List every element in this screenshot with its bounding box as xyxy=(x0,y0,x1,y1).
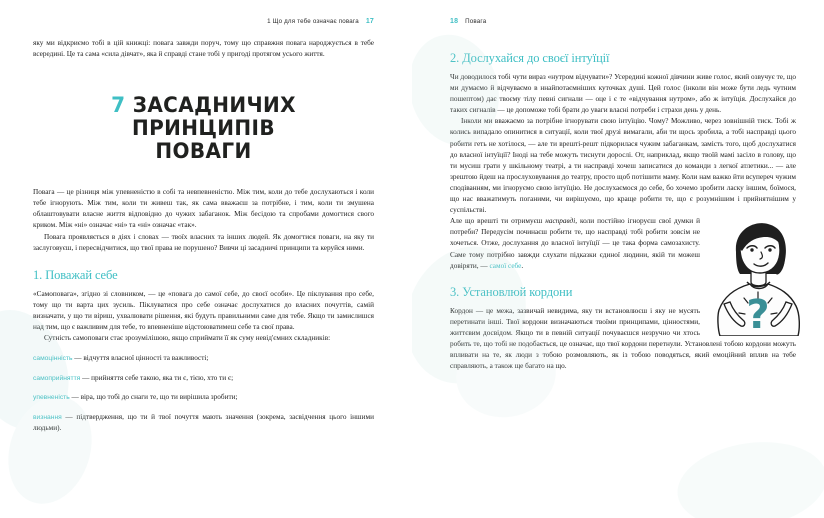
definition-item xyxy=(33,353,374,364)
definition-text: — прийняття себе такою, яка ти є, тією, хто ти є; xyxy=(80,373,234,382)
definition-term: упевненість xyxy=(33,394,70,402)
section-1-paragraph-1: «Самоповага», згідно зі словником, — це «повага до самої себе, до своєї особи». Це піклування про себе, тому що ти варта цих зусиль. Піклуватися про себе означає дослухатися до власних почуттів, самій визначати, у що ти віриш, ухвалювати рішення, які будуть правильними саме для тебе. Якщо ти замислишся над тим, що є важливим для тебе, то впевненіше відстоюватимеш себе та свої права. xyxy=(33,289,374,332)
section-heading-1: 1. Поважай себе xyxy=(33,267,118,282)
section-2-p3-part1: Але що врешті ти отримуєш xyxy=(450,217,546,226)
paragraph-2: Повага проявляється в діях і словах — твоїх власних та інших людей. Як домогтися поваги, на яку ти заслуговуєш, і пересвідчитися, що твої права не порушено? Вивчи ці засадничі принципи та керуйся ними. xyxy=(33,232,374,252)
paragraph-1: Повага — це різниця між упевненістю в собі та невпевненістю. Між тим, коли до тебе дослухаються і коли тебе ігнорують. Між тим, коли ти живеш так, як сама вважаєш за потрібне, і тим, коли ти змушена облаштовувати власне життя відповідно до чужих забаганок. Між бесідою та спробами домогтися свого криком. Між «ні» означає «ні» та «ні» означає «так». xyxy=(33,188,374,230)
section-2-p3-emphasis: насправді xyxy=(545,217,576,226)
definition-text: — віра, що тобі до снаги те, що ти вирішила зробити; xyxy=(69,393,238,402)
definition-text: — підтвердження, що ти й твої почуття мають значення (зокрема, засвідчення цього іншими людьми). xyxy=(33,413,374,433)
section-2-paragraph-1: Чи доводилося тобі чути вираз «нутром відчувати»? Усередині кожної дівчини живе голос, який озвучує те, що ми думаємо й відчуваємо в ннайпотаємніших куточках душі. Цей голос (інколи він може бути ледь чутним пошептом) дає твоєму тілу певні сигнали — оце і є те «відчування нутром», або ж інтуїція. Дослухайся до таких сигналів — це допоможе тобі брати до уваги власні потреби і страхи день у день. xyxy=(450,73,796,115)
chapter-title-number: 7 xyxy=(111,93,126,119)
intro-paragraph: яку ми відкриємо тобі в цій книжці: повага завжди поруч, тому що справжня повага народжується в тебе всередині. Це та сама «сила дівчат», яка й справді стане тобі у пригоді протягом усього життя. xyxy=(33,39,374,59)
section-3-paragraph: Кордон — це межа, зазвичай невидима, яку ти встановлюєш і яку не мусять перетинати інші. Твої кордони визначаються твоїми принципами, цінностями, життєвим досвідом. Якщо ти в певній ситуації почуваєшся незручно чи хтось робить те, що тобі не подобається, це означає, що твої кордони перетнули. Установлені тобою кордони можуть впливати на те, як люди з тобою розмовляють, як із тобою поводяться, який емоційний вплив на тебе справляють, а також ще багато на що. xyxy=(450,306,796,371)
section-heading-3: 3. Установлюй кордони xyxy=(450,284,573,299)
running-head-left xyxy=(33,18,374,38)
section-2-p3-part2: , коли постійно ігноруєш свої думки й потреби? Передусім починаєш робити те, що насправді тобі робити зовсім не хочеться. Отже, дослухання до власної інтуїції — це така форма самозахисту. Саме тому потрібно завжди слухати підказки єдиної людини, якій ти можеш довіряти, — xyxy=(450,217,700,270)
svg-text:?: ? xyxy=(746,292,770,337)
definition-item xyxy=(33,392,374,403)
chapter-title-line2: ПОВАГИ xyxy=(155,139,252,165)
section-1-paragraph-2: Сутність самоповаги стає зрозумілішою, якщо сприймати її як суму невід'ємних складників: xyxy=(44,334,331,343)
section-heading-2: 2. Дослухайся до своєї інтуїції xyxy=(450,51,610,65)
illustration-girl-with-question-mark xyxy=(706,218,810,336)
definition-term: самоцінність xyxy=(33,355,73,363)
section-2-paragraph-2: Інколи ми вважаємо за потрібне ігнорувати свою інтуїцію. Чому? Можливо, через зовнішній тиск. Тобі ж колись випадало опинитися в ситуації, коли твої друзі вимагали, аби ти щось зробила, а тобі насправді цього робити геть не хотілося, — але ти врешті-решт підкорилася чужим забаганкам, замість того, щоб дослухатися до власної інтуїції? Іноді на тебе можуть тиснути дорослі. От, наприклад, якщо твоїй мамі засіло в голову, що ти мусиш грати у шкільному театрі, а ти насправді хочеш записатися до команди з легкої атлетики... — але зрештою йдеш на прослуховування до театру, просто щоб потішити маму. Коли нам важко йти всупереч чужим сподіванням, ми ігноруємо свою інтуїцію. Не дослухаємося до себе, бо хочемо зробити ласку іншим, боїмося, що нас вважатимуть поганими, чи вирішуємо, що краще робити те, що є розумнішим і прийнятнішим у суспільстві. xyxy=(450,117,796,215)
running-head-left-text: 1 Що для тебе означає повага xyxy=(267,18,359,25)
section-2-p3-highlight: самої себе xyxy=(489,261,522,270)
folio-left: 17 xyxy=(365,18,374,25)
definition-item xyxy=(33,373,374,384)
definition-list xyxy=(33,353,374,434)
page-right xyxy=(412,0,824,518)
background-blob-right-bottom xyxy=(662,430,824,518)
definition-item xyxy=(33,412,374,434)
definition-term: самоприйняття xyxy=(33,374,81,382)
definition-term: визнання xyxy=(33,414,62,421)
definition-text: — відчуття власної цінності та важливості; xyxy=(72,354,209,363)
running-head-right xyxy=(450,18,796,38)
chapter-title-text: ЗАСАДНИЧИХ ПРИНЦИПІВ xyxy=(132,93,296,142)
running-head-right-text: Повага xyxy=(465,18,487,25)
folio-right: 18 xyxy=(450,18,459,25)
section-2-p3-end: . xyxy=(521,261,524,270)
chapter-title xyxy=(45,94,362,163)
